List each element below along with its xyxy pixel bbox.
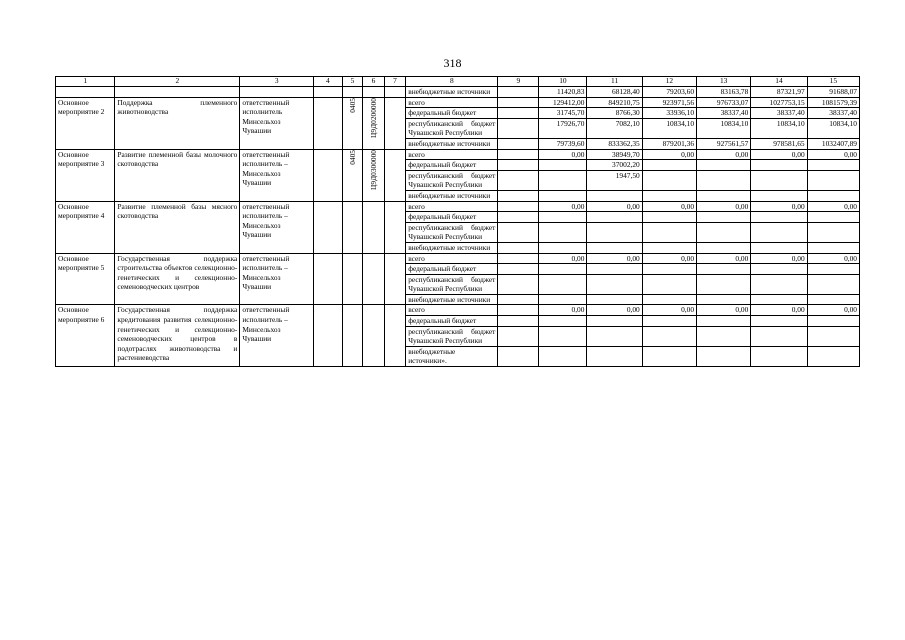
value-cell	[807, 294, 859, 305]
budget-table	[55, 76, 860, 367]
funding-source: республиканский бюджет Чувашской Республики	[406, 222, 498, 242]
column-header: 11	[587, 77, 642, 87]
empty-cell	[314, 87, 343, 98]
measure-executor: ответственный исполнитель – Минсельхоз Чувашии	[240, 149, 314, 201]
value-cell	[539, 316, 587, 327]
target-code-cell	[363, 253, 385, 305]
value-cell: 87321,97	[751, 87, 807, 98]
value-cell: 37002,20	[587, 160, 642, 171]
value-cell: 31745,70	[539, 108, 587, 119]
funding-source: всего	[406, 305, 498, 316]
target-code: Ц9Д0200000	[368, 97, 378, 138]
column-header: 3	[240, 77, 314, 87]
value-cell: 0,00	[642, 149, 696, 160]
column-header: 14	[751, 77, 807, 87]
value-cell: 79739,60	[539, 138, 587, 149]
measure-description: Государственная поддержка кредитования развития селекционно-генетических и селекционно-семеноводческих центров в подотраслях животноводства и растениеводства	[115, 305, 240, 367]
value-cell: 0,00	[697, 305, 751, 316]
value-cell: 0,00	[587, 305, 642, 316]
measure-description: Развитие племенной базы мясного скотоводства	[115, 201, 240, 253]
measure-name: Основное мероприятие 4	[56, 201, 115, 253]
value-cell	[807, 326, 859, 346]
value-cell	[807, 242, 859, 253]
value-cell	[642, 346, 696, 366]
value-cell	[539, 160, 587, 171]
value-cell	[807, 160, 859, 171]
empty-cell	[498, 108, 539, 119]
value-cell	[697, 190, 751, 201]
value-cell	[539, 326, 587, 346]
target-code-cell	[363, 97, 385, 149]
value-cell	[751, 326, 807, 346]
value-cell	[697, 264, 751, 275]
value-cell	[751, 190, 807, 201]
table-row	[56, 253, 860, 264]
value-cell	[539, 264, 587, 275]
value-cell: 976733,07	[697, 97, 751, 108]
measure-name: Основное мероприятие 5	[56, 253, 115, 305]
value-cell	[807, 170, 859, 190]
value-cell	[697, 160, 751, 171]
column-header: 4	[314, 77, 343, 87]
empty-cell	[498, 118, 539, 138]
value-cell: 0,00	[587, 253, 642, 264]
value-cell: 0,00	[807, 201, 859, 212]
empty-cell	[498, 149, 539, 160]
value-cell	[587, 222, 642, 242]
value-cell: 38337,40	[697, 108, 751, 119]
funding-source: всего	[406, 253, 498, 264]
value-cell	[807, 316, 859, 327]
empty-cell	[498, 170, 539, 190]
empty-cell	[498, 212, 539, 223]
value-cell: 1027753,15	[751, 97, 807, 108]
measure-executor: ответственный исполнитель – Минсельхоз Чувашии	[240, 305, 314, 367]
value-cell: 0,00	[697, 149, 751, 160]
value-cell: 83163,78	[697, 87, 751, 98]
target-code-cell	[363, 201, 385, 253]
value-cell	[539, 212, 587, 223]
value-cell	[751, 222, 807, 242]
value-cell: 10834,10	[751, 118, 807, 138]
value-cell: 38337,40	[751, 108, 807, 119]
value-cell: 0,00	[539, 201, 587, 212]
funding-source: республиканский бюджет Чувашской Республики	[406, 326, 498, 346]
value-cell	[807, 190, 859, 201]
table-row	[56, 201, 860, 212]
section-code: 0405	[347, 149, 357, 165]
section-code-cell	[342, 253, 362, 305]
value-cell	[539, 170, 587, 190]
empty-cell	[498, 346, 539, 366]
value-cell: 0,00	[539, 253, 587, 264]
section-code-cell	[342, 201, 362, 253]
value-cell	[642, 326, 696, 346]
empty-cell	[498, 253, 539, 264]
empty-cell	[314, 253, 343, 305]
target-code: Ц9Д0300000	[368, 149, 378, 190]
column-header-row	[56, 77, 860, 87]
value-cell: 11420,83	[539, 87, 587, 98]
value-cell	[751, 242, 807, 253]
value-cell: 849210,75	[587, 97, 642, 108]
value-cell: 923971,56	[642, 97, 696, 108]
measure-name: Основное мероприятие 3	[56, 149, 115, 201]
table-row	[56, 305, 860, 316]
empty-cell	[384, 253, 406, 305]
funding-source: республиканский бюджет Чувашской Республики	[406, 274, 498, 294]
table-row	[56, 87, 860, 98]
empty-cell	[363, 87, 385, 98]
empty-cell	[498, 316, 539, 327]
value-cell	[539, 346, 587, 366]
value-cell	[697, 274, 751, 294]
value-cell: 0,00	[751, 305, 807, 316]
value-cell: 0,00	[807, 149, 859, 160]
value-cell	[539, 242, 587, 253]
value-cell	[642, 160, 696, 171]
value-cell	[642, 316, 696, 327]
value-cell: 17926,70	[539, 118, 587, 138]
empty-cell	[314, 97, 343, 149]
column-header: 1	[56, 77, 115, 87]
value-cell	[807, 274, 859, 294]
value-cell	[751, 274, 807, 294]
value-cell: 927561,57	[697, 138, 751, 149]
value-cell: 0,00	[807, 253, 859, 264]
measure-description: Государственная поддержка строительства объектов селекционно-генетических и селекционно-семеноводческих центров	[115, 253, 240, 305]
empty-cell	[498, 160, 539, 171]
value-cell: 0,00	[697, 253, 751, 264]
value-cell: 0,00	[751, 253, 807, 264]
value-cell	[751, 212, 807, 223]
funding-source: республиканский бюджет Чувашской Республики	[406, 170, 498, 190]
value-cell: 0,00	[642, 305, 696, 316]
value-cell	[697, 294, 751, 305]
section-code-cell	[342, 305, 362, 367]
empty-cell	[498, 294, 539, 305]
value-cell: 0,00	[697, 201, 751, 212]
empty-cell	[384, 97, 406, 149]
value-cell: 0,00	[642, 253, 696, 264]
funding-source: внебюджетные источники	[406, 190, 498, 201]
measure-description: Развитие племенной базы молочного скотоводства	[115, 149, 240, 201]
value-cell	[697, 212, 751, 223]
empty-cell	[384, 87, 406, 98]
section-code-cell	[342, 97, 362, 149]
value-cell: 38949,70	[587, 149, 642, 160]
value-cell	[642, 212, 696, 223]
empty-cell	[314, 305, 343, 367]
empty-cell	[498, 305, 539, 316]
value-cell	[642, 294, 696, 305]
empty-cell	[498, 274, 539, 294]
value-cell	[751, 346, 807, 366]
empty-cell	[498, 242, 539, 253]
empty-cell	[115, 87, 240, 98]
value-cell	[807, 212, 859, 223]
funding-source: федеральный бюджет	[406, 108, 498, 119]
empty-cell	[498, 222, 539, 242]
value-cell: 978581,65	[751, 138, 807, 149]
measure-executor: ответственный исполнитель Минсельхоз Чувашии	[240, 97, 314, 149]
funding-source: федеральный бюджет	[406, 160, 498, 171]
section-code-cell	[342, 149, 362, 201]
column-header: 7	[384, 77, 406, 87]
value-cell	[697, 326, 751, 346]
column-header: 9	[498, 77, 539, 87]
value-cell: 1032407,89	[807, 138, 859, 149]
value-cell	[751, 264, 807, 275]
value-cell	[642, 274, 696, 294]
value-cell	[642, 190, 696, 201]
empty-cell	[314, 201, 343, 253]
measure-description: Поддержка племенного животноводства	[115, 97, 240, 149]
empty-cell	[314, 149, 343, 201]
value-cell	[807, 264, 859, 275]
value-cell	[587, 294, 642, 305]
empty-cell	[498, 138, 539, 149]
column-header: 6	[363, 77, 385, 87]
column-header: 2	[115, 77, 240, 87]
column-header: 13	[697, 77, 751, 87]
funding-source: внебюджетные источники	[406, 87, 498, 98]
column-header: 10	[539, 77, 587, 87]
value-cell	[587, 190, 642, 201]
funding-source: внебюджетные источники	[406, 242, 498, 253]
empty-cell	[384, 149, 406, 201]
value-cell	[539, 190, 587, 201]
section-code: 0405	[347, 97, 357, 113]
value-cell: 33936,10	[642, 108, 696, 119]
value-cell: 0,00	[539, 149, 587, 160]
value-cell: 8766,30	[587, 108, 642, 119]
value-cell: 7082,10	[587, 118, 642, 138]
value-cell: 0,00	[642, 201, 696, 212]
measure-executor: ответственный исполнитель – Минсельхоз Чувашии	[240, 253, 314, 305]
value-cell: 0,00	[807, 305, 859, 316]
empty-cell	[384, 305, 406, 367]
value-cell: 91688,07	[807, 87, 859, 98]
page-number: 318	[443, 56, 462, 70]
value-cell: 1081579,39	[807, 97, 859, 108]
value-cell: 79203,60	[642, 87, 696, 98]
target-code-cell	[363, 305, 385, 367]
empty-cell	[498, 201, 539, 212]
value-cell	[751, 316, 807, 327]
value-cell	[587, 326, 642, 346]
funding-source: всего	[406, 149, 498, 160]
table-row	[56, 149, 860, 160]
value-cell	[587, 242, 642, 253]
empty-cell	[240, 87, 314, 98]
value-cell	[751, 170, 807, 190]
value-cell	[642, 264, 696, 275]
empty-cell	[498, 190, 539, 201]
target-code-cell	[363, 149, 385, 201]
measure-name: Основное мероприятие 2	[56, 97, 115, 149]
column-header: 5	[342, 77, 362, 87]
value-cell	[587, 274, 642, 294]
empty-cell	[342, 87, 362, 98]
column-header: 8	[406, 77, 498, 87]
value-cell	[539, 294, 587, 305]
value-cell	[697, 222, 751, 242]
value-cell	[587, 212, 642, 223]
value-cell: 0,00	[587, 201, 642, 212]
measure-executor: ответственный исполнитель – Минсельхоз Чувашии	[240, 201, 314, 253]
value-cell	[697, 242, 751, 253]
value-cell	[642, 222, 696, 242]
value-cell	[751, 160, 807, 171]
empty-cell	[498, 87, 539, 98]
column-header: 15	[807, 77, 859, 87]
value-cell: 68128,40	[587, 87, 642, 98]
value-cell: 0,00	[539, 305, 587, 316]
value-cell	[587, 346, 642, 366]
measure-name: Основное мероприятие 6	[56, 305, 115, 367]
value-cell	[697, 346, 751, 366]
value-cell	[587, 264, 642, 275]
value-cell	[642, 170, 696, 190]
funding-source: внебюджетные источники	[406, 294, 498, 305]
empty-cell	[384, 201, 406, 253]
funding-source: внебюджетные источники».	[406, 346, 498, 366]
value-cell	[642, 242, 696, 253]
funding-source: республиканский бюджет Чувашской Республики	[406, 118, 498, 138]
value-cell	[539, 274, 587, 294]
table-row	[56, 97, 860, 108]
value-cell	[807, 346, 859, 366]
value-cell: 38337,40	[807, 108, 859, 119]
value-cell: 0,00	[751, 201, 807, 212]
value-cell: 10834,10	[807, 118, 859, 138]
funding-source: внебюджетные источники	[406, 138, 498, 149]
empty-cell	[56, 87, 115, 98]
value-cell	[751, 294, 807, 305]
value-cell: 129412,00	[539, 97, 587, 108]
value-cell	[539, 222, 587, 242]
funding-source: всего	[406, 201, 498, 212]
funding-source: федеральный бюджет	[406, 316, 498, 327]
value-cell	[807, 222, 859, 242]
funding-source: федеральный бюджет	[406, 264, 498, 275]
value-cell: 833362,35	[587, 138, 642, 149]
value-cell	[587, 316, 642, 327]
empty-cell	[498, 97, 539, 108]
funding-source: федеральный бюджет	[406, 212, 498, 223]
value-cell: 0,00	[751, 149, 807, 160]
empty-cell	[498, 264, 539, 275]
column-header: 12	[642, 77, 696, 87]
value-cell: 10834,10	[642, 118, 696, 138]
value-cell: 1947,50	[587, 170, 642, 190]
empty-cell	[498, 326, 539, 346]
value-cell	[697, 170, 751, 190]
funding-source: всего	[406, 97, 498, 108]
value-cell	[697, 316, 751, 327]
value-cell: 879201,36	[642, 138, 696, 149]
value-cell: 10834,10	[697, 118, 751, 138]
